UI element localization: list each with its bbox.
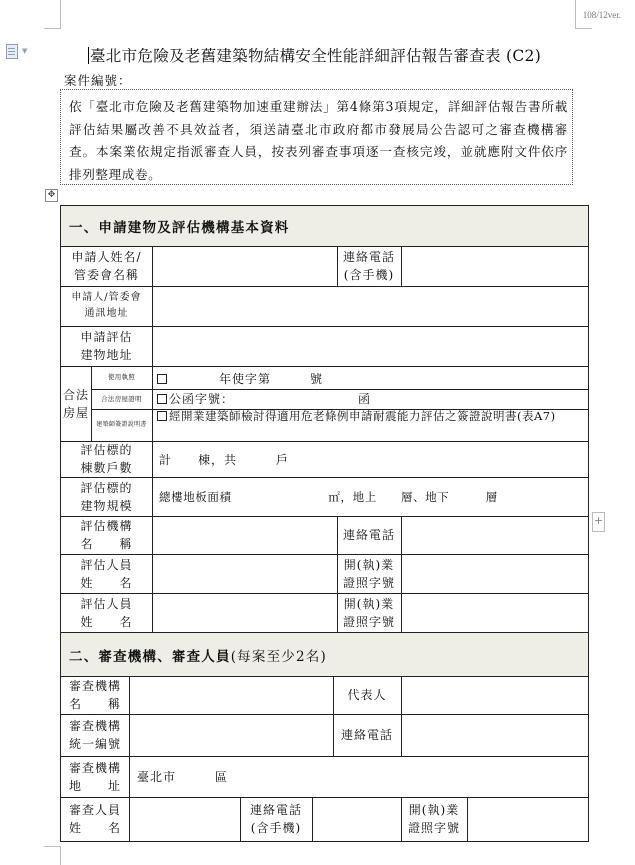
applicant-name-label: 申請人姓名/ 管委會名稱 — [71, 250, 142, 282]
case-number-label: 案件編號： — [64, 73, 132, 88]
section2-header — [61, 633, 588, 676]
section1-title: 一、申請建物及評估機構基本資料 — [69, 220, 290, 236]
reviewer-phone-label: 連絡電話 (含手機) — [249, 803, 302, 835]
text-cursor — [88, 47, 89, 64]
architect-statement-checkbox[interactable] — [157, 411, 167, 421]
table-move-handle-icon[interactable]: ✥ — [45, 189, 58, 202]
legal-proof-option[interactable] — [157, 390, 371, 408]
units-label: 評估標的 棟數戶數 — [80, 443, 133, 475]
assessor2-name-label: 評估人員 姓 名 — [80, 596, 133, 629]
use-license-option[interactable] — [157, 370, 323, 388]
instruction-note: 依「臺北市危險及老舊建築物加速重建辦法」第4條第3項規定，詳細評估報告書所載評估結果屬改善不具效益者，須送請臺北市政府都市發展局公告認可之審查機構審查。本案業依規定指派審查人員，按表列審查事項逐一查核完竣，並就應附文件依序排列整理成卷。 — [60, 89, 573, 185]
section2-title: 二、審查機構、審查人員 — [69, 648, 231, 665]
assessor1-name-field[interactable] — [153, 555, 337, 592]
scale-label: 評估標的 建物規模 — [80, 480, 133, 513]
architect-statement-label: 建築師簽證說明書 — [96, 421, 147, 428]
applicant-address-label: 申請人/管委會 通訊地址 — [71, 292, 142, 319]
contact-phone-label: 連絡電話 (含手機) — [342, 250, 395, 282]
review-agency-name-label: 審查機構 名 稱 — [68, 679, 121, 711]
page-title — [88, 44, 608, 66]
assessment-agency-name-label: 評估機構 名 稱 — [80, 519, 133, 551]
applicant-name-field[interactable] — [153, 247, 337, 285]
document-icon[interactable] — [6, 44, 18, 59]
legal-proof-label: 合法房屋證明 — [101, 395, 142, 403]
assessment-agency-phone-field[interactable] — [402, 517, 588, 553]
page-corner-mark — [44, 0, 61, 29]
use-license-checkbox[interactable] — [157, 374, 167, 384]
add-column-button[interactable]: + — [592, 512, 605, 532]
assessor2-name-field[interactable] — [153, 594, 337, 631]
architect-statement-text: 經開業建築師檢討得適用危老條例申請耐震能力評估之簽證說明書(表A7) — [169, 409, 556, 423]
representative-label: 代表人 — [347, 688, 387, 702]
building-address-label: 申請評估 建物地址 — [80, 330, 133, 362]
review-agency-id-field[interactable] — [130, 715, 333, 755]
assessment-agency-phone-label: 連絡電話 — [342, 528, 395, 542]
legal-proof-text: 公函字號： 函 — [169, 392, 372, 406]
reviewer-name-field[interactable] — [130, 798, 240, 841]
assessor1-license-label: 開(執)業 證照字號 — [342, 557, 395, 590]
reviewer-license-label: 開(執)業 證照字號 — [407, 803, 460, 835]
units-text[interactable]: 計 棟，共 戶 — [159, 453, 290, 467]
assessor1-name-label: 評估人員 姓 名 — [80, 557, 133, 590]
page-title-text: 臺北市危險及老舊建築物結構安全性能詳細評估報告審查表 (C2) — [90, 47, 542, 65]
chevron-down-icon[interactable]: ▼ — [22, 47, 28, 55]
scale-text[interactable]: 總樓地板面積 ㎡，地上 層、地下 層 — [159, 490, 498, 504]
section1-header — [61, 206, 588, 246]
assessment-agency-name-field[interactable] — [153, 517, 337, 553]
use-license-label: 使用執照 — [107, 373, 136, 381]
review-agency-id-label: 審查機構 統一編號 — [68, 719, 121, 751]
contact-phone-field[interactable] — [402, 247, 588, 285]
divider — [61, 756, 588, 757]
review-agency-address-text[interactable]: 臺北市 區 — [137, 770, 229, 784]
architect-statement-option[interactable] — [157, 409, 583, 423]
building-address-field[interactable] — [153, 327, 588, 365]
section2-title-suffix: (每案至少2名) — [230, 648, 327, 665]
version-label: 108/12ver. — [582, 10, 621, 20]
assessor1-license-field[interactable] — [402, 555, 588, 592]
legal-building-label: 合法 房屋 — [62, 387, 89, 420]
representative-field[interactable] — [402, 677, 588, 713]
use-license-text: 年使字第 號 — [219, 372, 324, 386]
assessor2-license-field[interactable] — [402, 594, 588, 631]
review-agency-phone-label: 連絡電話 — [340, 728, 393, 742]
applicant-address-field[interactable] — [153, 287, 588, 325]
reviewer-license-field[interactable] — [468, 798, 588, 841]
review-agency-address-label: 審查機構 地 址 — [68, 760, 121, 793]
page-corner-mark — [44, 846, 61, 865]
assessor2-license-label: 開(執)業 證照字號 — [342, 596, 395, 629]
reviewer-phone-field[interactable] — [313, 798, 401, 841]
divider — [61, 366, 588, 367]
legal-proof-checkbox[interactable] — [157, 394, 167, 404]
review-agency-name-field[interactable] — [130, 677, 333, 713]
reviewer-name-label: 審查人員 姓 名 — [68, 803, 121, 835]
review-agency-phone-field[interactable] — [402, 715, 588, 755]
review-form-table — [60, 205, 589, 842]
